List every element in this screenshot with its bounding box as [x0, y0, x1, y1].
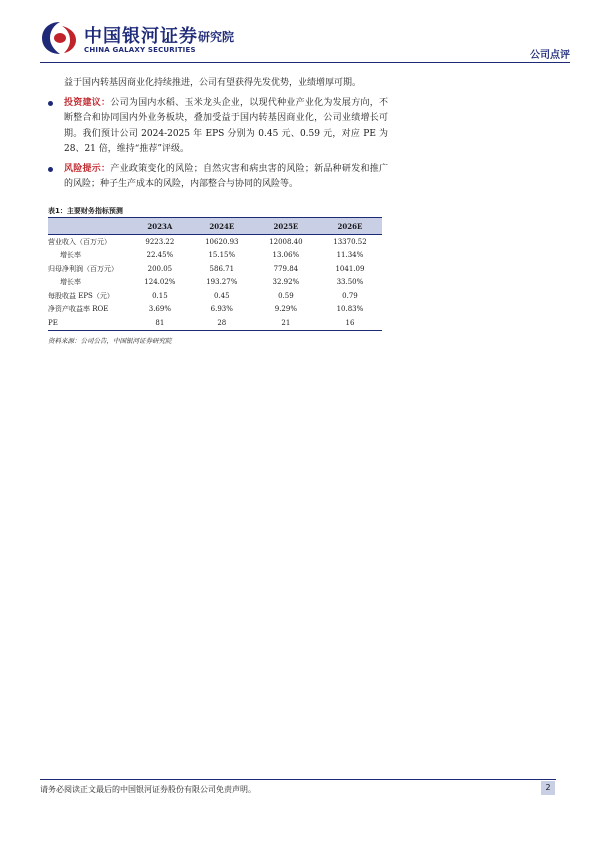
table-cell: 0.45 — [213, 291, 230, 300]
table-row — [48, 262, 382, 276]
galaxy-logo-icon — [40, 20, 80, 56]
column-header: 2025E — [254, 218, 318, 235]
logo-text-cn: 中国银河证券 — [84, 26, 198, 47]
column-header: 2023A — [130, 218, 190, 235]
table-cell: 22.45% — [146, 251, 174, 260]
table-cell: 81 — [130, 316, 190, 330]
table-row — [48, 316, 382, 330]
table-row — [48, 303, 382, 317]
row-label: 归母净利润（百万元） — [48, 264, 118, 273]
institute-label: 研究院 — [198, 30, 235, 44]
table-cell: 32.92% — [272, 278, 300, 287]
bullet-text: 产业政策变化的风险；自然灾害和病虫害的风险；新品种研发和推广的风险；种子生产成本的风险，内部整合与协同的风险等。 — [64, 163, 388, 189]
bullet-keyword: 风险提示： — [64, 163, 111, 174]
table-cell: 10.83% — [336, 305, 364, 314]
report-type-label: 公司点评 — [530, 50, 570, 61]
table-cell: 12008.40 — [269, 237, 303, 246]
table-title: 表1：主要财务指标预测 — [48, 207, 123, 215]
table-cell: 0.79 — [342, 291, 358, 300]
table-cell: 9.29% — [274, 305, 297, 314]
bullet-risk-warning — [48, 162, 388, 193]
table-cell: 10620.93 — [205, 237, 239, 246]
main-content — [48, 76, 388, 193]
page-header — [40, 14, 570, 64]
table-cell: 3.69% — [148, 305, 171, 314]
table-cell: 13.06% — [272, 251, 300, 260]
financial-forecast-table — [48, 217, 382, 331]
row-label: 增长率 — [60, 251, 81, 260]
table-cell: 124.02% — [144, 278, 176, 287]
footer-disclaimer: 请务必阅读正文最后的中国银河证券股份有限公司免责声明。 — [40, 785, 256, 794]
header-divider — [40, 62, 570, 63]
table-cell: 200.05 — [147, 264, 173, 273]
table-cell: 0.15 — [152, 291, 168, 300]
table-cell: 11.34% — [336, 251, 364, 260]
column-header — [48, 218, 130, 235]
continuation-paragraph: 益于国内转基因商业化持续推进，公司有望获得先发优势，业绩增厚可期。 — [64, 78, 362, 88]
bullet-dot-icon — [48, 167, 53, 172]
table-cell: 15.15% — [208, 251, 236, 260]
table-row — [48, 249, 382, 263]
bullet-keyword: 投资建议： — [64, 97, 111, 108]
row-label: 每股收益 EPS（元） — [48, 291, 114, 300]
table-cell: 33.50% — [336, 278, 364, 287]
footer-divider — [40, 779, 556, 780]
column-header: 2024E — [190, 218, 254, 235]
row-label: 营业收入（百万元） — [48, 237, 111, 246]
row-label: 净资产收益率 ROE — [48, 305, 109, 314]
table-cell: 1041.09 — [335, 264, 365, 273]
row-label: PE — [48, 316, 130, 330]
table-cell: 586.71 — [209, 264, 235, 273]
bullet-investment-advice — [48, 96, 388, 158]
table-cell: 9223.22 — [145, 237, 175, 246]
table-cell: 21 — [254, 316, 318, 330]
table-cell: 16 — [318, 316, 382, 330]
table-header-row — [48, 218, 382, 235]
table-cell: 779.84 — [273, 264, 299, 273]
logo-text-en: CHINA GALAXY SECURITIES — [84, 46, 196, 54]
table-cell: 193.27% — [206, 278, 238, 287]
table-source-note: 资料来源：公司公告，中国银河证券研究院 — [48, 337, 172, 345]
table-cell: 0.59 — [278, 291, 294, 300]
table-row — [48, 235, 382, 249]
column-header: 2026E — [318, 218, 382, 235]
table-row — [48, 276, 382, 290]
page-number: 2 — [541, 781, 555, 795]
table-cell: 6.93% — [210, 305, 233, 314]
table-cell: 28 — [190, 316, 254, 330]
table-row — [48, 289, 382, 303]
bullet-text: 公司为国内水稻、玉米龙头企业，以现代种业产业化为发展方向，不断整合和协同国内外业务板块，叠加受益于国内转基因商业化，公司业绩增长可期。我们预计公司 2024-2025 年 EPS 分别为 0.45 元、0.59 元，对应 PE 为 28、21 倍，维持“推荐”评级。 — [64, 97, 388, 154]
table-cell: 13370.52 — [333, 237, 367, 246]
bullet-dot-icon — [48, 101, 53, 106]
row-label: 增长率 — [60, 278, 81, 287]
